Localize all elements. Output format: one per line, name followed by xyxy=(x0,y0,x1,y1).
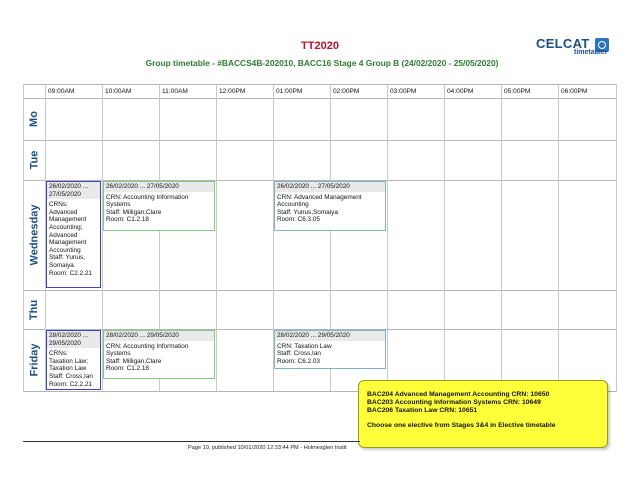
event-detail: CRNs: xyxy=(49,350,68,358)
timetable-grid xyxy=(23,84,617,391)
group-subtitle: Group timetable - #BACCS4B-202010, BACC16 Stage 4 Group B (24/02/2020 - 25/05/2020) xyxy=(145,58,499,68)
event-detail: Taxation Law; xyxy=(49,357,89,365)
day-label-tuesday: Tue xyxy=(28,150,40,170)
event-detail: Staff: Milligan,Clare xyxy=(106,208,162,216)
event-block[interactable] xyxy=(46,330,101,390)
day-label-thursday: Thu xyxy=(27,299,40,320)
time-header: 11:00AM xyxy=(162,88,188,95)
event-detail: Systems xyxy=(106,201,131,209)
event-detail: CRNs: xyxy=(49,201,68,209)
event-detail: Room: C2.2.21 xyxy=(49,380,92,388)
event-dates: 26/02/2020 ... 27/05/2020 xyxy=(275,182,385,192)
event-detail: Room: C6.3.05 xyxy=(277,216,320,224)
note-line: BAC206 Taxation Law CRN: 10651 xyxy=(367,407,478,415)
event-dates: 26/02/2020 ... 27/05/2020 xyxy=(104,182,214,192)
event-detail: Accounting xyxy=(277,201,309,209)
grid-line xyxy=(558,84,559,391)
grid-line xyxy=(501,84,502,391)
time-header: 02:00PM xyxy=(333,88,360,95)
logo-text: CELCAT xyxy=(536,36,590,51)
grid-line xyxy=(216,84,217,391)
day-label-friday: Friday xyxy=(28,343,41,377)
event-detail: Management xyxy=(49,216,87,224)
event-detail: Somaiya xyxy=(49,261,74,269)
event-detail: Systems xyxy=(106,350,131,358)
time-header: 05:00PM xyxy=(504,88,531,95)
grid-line xyxy=(23,84,617,85)
grid-line xyxy=(616,84,617,391)
time-header: 09:00AM xyxy=(48,88,75,95)
event-detail: Accounting; xyxy=(49,223,83,231)
grid-line xyxy=(444,84,445,391)
event-detail: Room: C6.2.03 xyxy=(277,357,320,365)
time-header: 04:00PM xyxy=(447,88,474,95)
event-detail: Room: C2.2.21 xyxy=(49,269,92,277)
event-dates: 26/02/2020 ... 27/05/2020 xyxy=(47,182,100,199)
note-line: BAC203 Accounting Information Systems CRN: 10649 xyxy=(367,399,541,407)
event-dates: 28/02/2020 ... 29/05/2020 xyxy=(104,331,214,341)
time-header: 12:00PM xyxy=(219,88,246,95)
note-line: BAC204 Advanced Management Accounting CRN: 10650 xyxy=(367,391,550,398)
time-header: 03:00PM xyxy=(390,88,417,95)
event-dates: 28/02/2020 ... 29/05/2020 xyxy=(275,331,385,341)
event-detail: Room: C1.2.18 xyxy=(106,216,149,224)
event-detail: Staff: Cross,Ian xyxy=(277,350,321,358)
celcat-logo xyxy=(536,36,618,60)
logo-subtext: timetabler xyxy=(574,49,608,56)
page-footer: Page 10, published 10/01/2020 12:33:44 PM - Holmesglen Instit xyxy=(188,445,347,451)
electives-note xyxy=(358,380,608,448)
event-dates: 28/02/2020 ... 29/05/2020 xyxy=(47,331,100,348)
event-detail: Room: C1.2.18 xyxy=(106,365,149,373)
event-detail: CRN: Taxation Law xyxy=(277,342,332,350)
event-detail: CRN: Advanced Management xyxy=(277,193,362,201)
grid-line xyxy=(23,98,617,99)
grid-line xyxy=(23,290,617,291)
event-block[interactable] xyxy=(274,330,386,369)
event-detail: Advanced xyxy=(49,208,78,216)
timetable-title: TT2020 xyxy=(301,40,339,52)
event-block[interactable] xyxy=(103,330,215,379)
grid-line xyxy=(23,140,617,141)
time-header: 01:00PM xyxy=(276,88,303,95)
grid-line xyxy=(387,84,388,391)
event-block[interactable] xyxy=(103,181,215,231)
event-detail: Staff: Yunus,Somaiya xyxy=(277,208,338,216)
footer-divider xyxy=(23,441,360,442)
day-label-monday: Mo xyxy=(27,111,40,127)
event-detail: Staff: Milligan,Clare xyxy=(106,357,162,365)
event-detail: Taxation Law xyxy=(49,365,87,373)
event-detail: Management xyxy=(49,239,87,247)
event-detail: Accounting xyxy=(49,246,81,254)
time-header: 10:00AM xyxy=(105,88,132,95)
event-detail: Staff: Cross,Ian xyxy=(49,372,93,380)
day-label-wednesday: Wednesday xyxy=(28,204,40,266)
note-instruction: Choose one elective from Stages 3&4 in Elective timetable xyxy=(367,421,556,429)
event-detail: CRN: Accounting Information xyxy=(106,193,189,201)
event-block[interactable] xyxy=(274,181,386,231)
event-block[interactable] xyxy=(46,181,101,288)
event-detail: CRN: Accounting Information xyxy=(106,342,189,350)
time-header: 06:00PM xyxy=(561,88,588,95)
event-detail: Staff: Yunus, xyxy=(49,254,86,262)
event-detail: Advanced xyxy=(49,231,78,239)
